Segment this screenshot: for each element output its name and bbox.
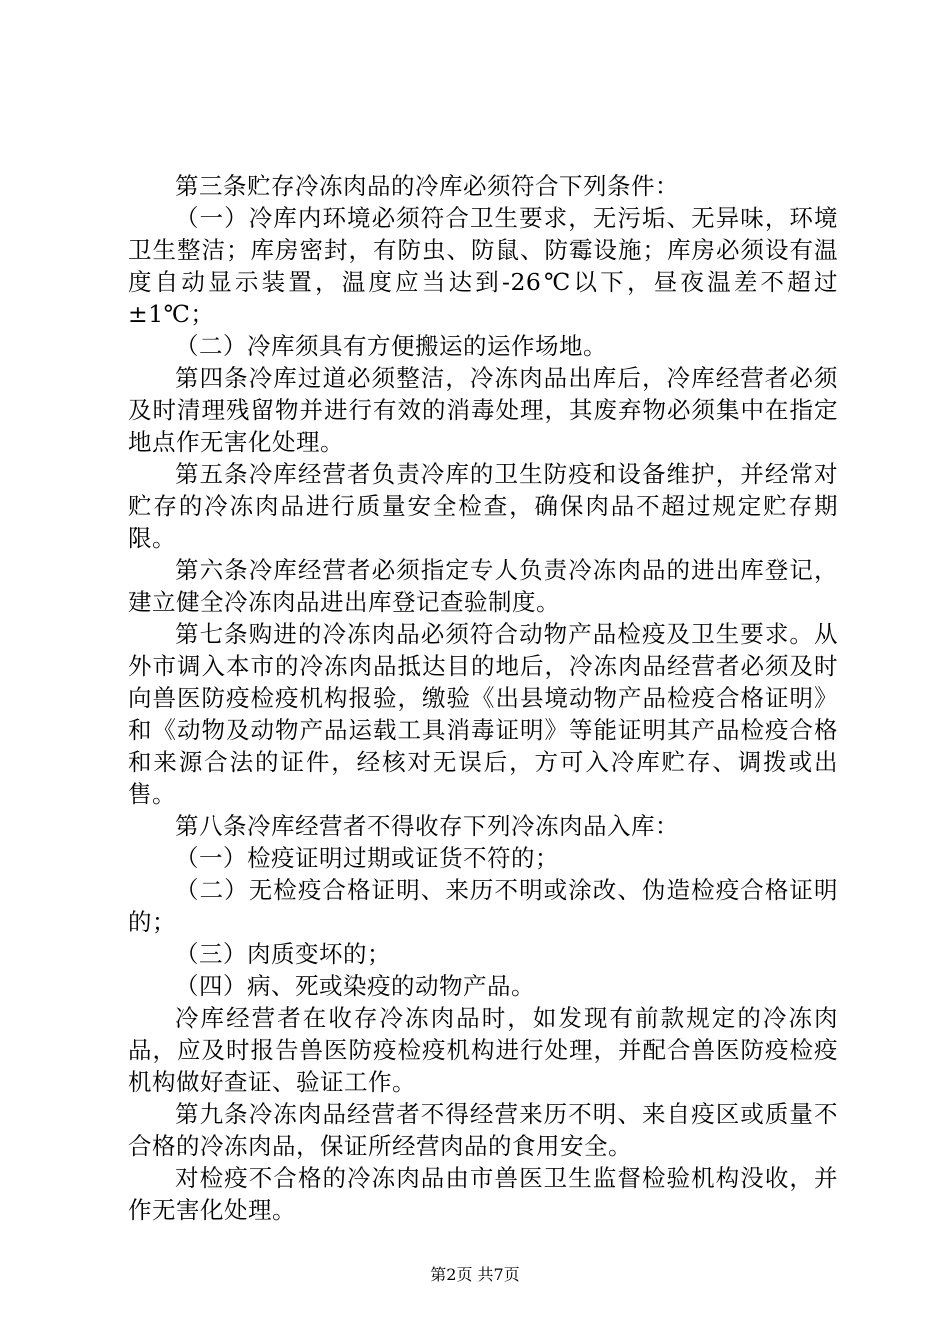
paragraph-article-8-note: 冷库经营者在收存冷冻肉品时，如发现有前款规定的冷冻肉品，应及时报告兽医防疫检疫机构进行处理，并配合兽医防疫检疫机构做好查证、验证工作。	[128, 1004, 838, 1096]
paragraph-article-8-item-2: （二）无检疫合格证明、来历不明或涂改、伪造检疫合格证明的；	[128, 876, 838, 936]
paragraph-article-3-item-1: （一）冷库内环境必须符合卫生要求，无污垢、无异味，环境卫生整洁；库房密封，有防虫、防鼠、防霉设施；库房必须设有温度自动显示装置，温度应当达到-26℃以下，昼夜温差不超过±1℃；	[128, 204, 838, 328]
page-footer	[0, 1265, 950, 1285]
paragraph-article-7: 第七条购进的冷冻肉品必须符合动物产品检疫及卫生要求。从外市调入本市的冷冻肉品抵达目的地后，冷冻肉品经营者必须及时向兽医防疫检疫机构报验，缴验《出县境动物产品检疫合格证明》和《动物及动物产品运载工具消毒证明》等能证明其产品检疫合格和来源合法的证件，经核对无误后，方可入冷库贮存、调拨或出售。	[128, 620, 838, 808]
paragraph-article-4: 第四条冷库过道必须整洁，冷冻肉品出库后，冷库经营者必须及时清理残留物并进行有效的消毒处理，其废弃物必须集中在指定地点作无害化处理。	[128, 364, 838, 456]
page-number-label: 第2页 共7页	[430, 1265, 520, 1284]
paragraph-article-8-item-3: （三）肉质变坏的；	[175, 940, 391, 968]
document-body	[128, 170, 838, 1226]
paragraph-article-8-item-4: （四）病、死或染疫的动物产品。	[175, 972, 535, 1000]
paragraph-article-8-item-1: （一）检疫证明过期或证货不符的；	[175, 844, 559, 872]
paragraph-article-8: 第八条冷库经营者不得收存下列冷冻肉品入库：	[175, 812, 679, 840]
paragraph-article-9: 第九条冷冻肉品经营者不得经营来历不明、来自疫区或质量不合格的冷冻肉品，保证所经营肉品的食用安全。	[128, 1100, 838, 1160]
paragraph-article-9-note: 对检疫不合格的冷冻肉品由市兽医卫生监督检验机构没收，并作无害化处理。	[128, 1164, 838, 1224]
paragraph-article-6: 第六条冷库经营者必须指定专人负责冷冻肉品的进出库登记，建立健全冷冻肉品进出库登记查验制度。	[128, 556, 838, 616]
paragraph-article-3-item-2: （二）冷库须具有方便搬运的运作场地。	[175, 332, 607, 360]
paragraph-article-5: 第五条冷库经营者负责冷库的卫生防疫和设备维护，并经常对贮存的冷冻肉品进行质量安全检查，确保肉品不超过规定贮存期限。	[128, 460, 838, 552]
paragraph-article-3: 第三条贮存冷冻肉品的冷库必须符合下列条件：	[175, 172, 679, 200]
